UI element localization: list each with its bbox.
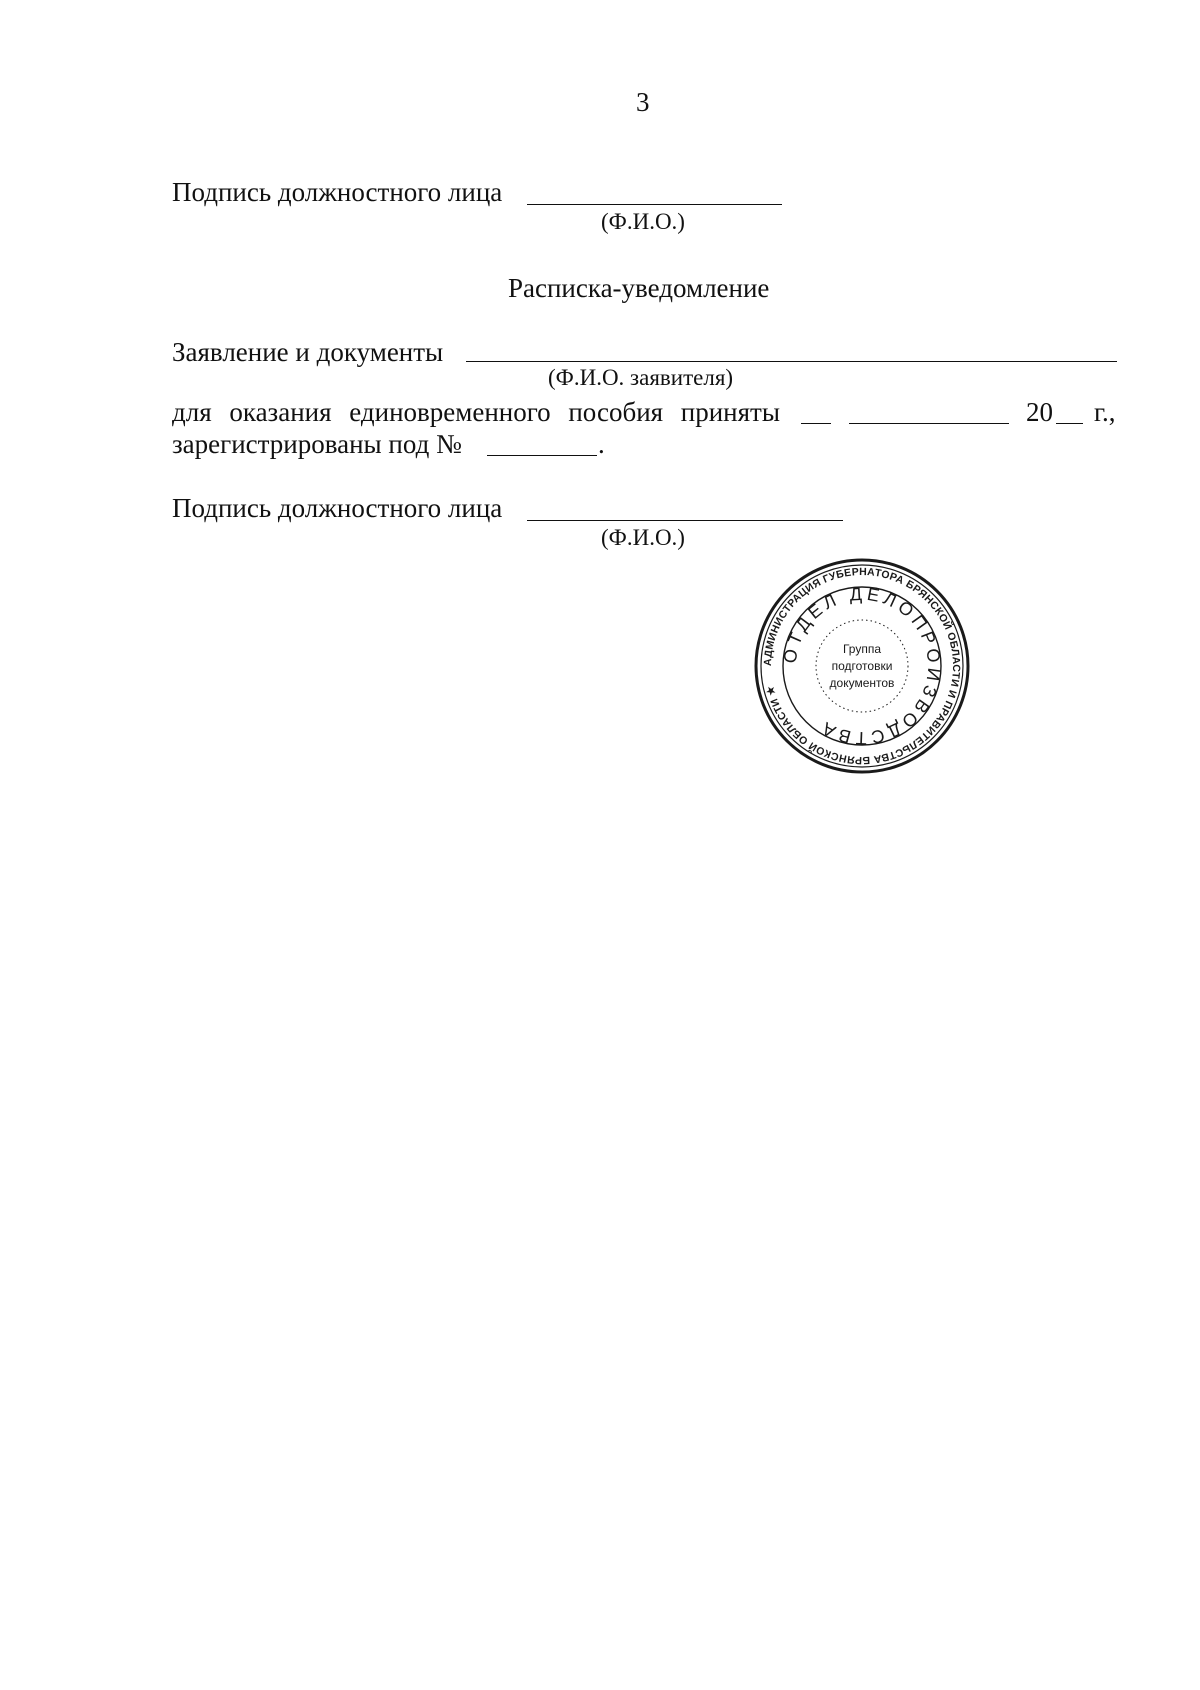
year-prefix: 20 (1026, 397, 1053, 427)
page-number: 3 (636, 87, 650, 117)
signature-line-2 (527, 520, 843, 521)
document-heading: Расписка-уведомление (508, 273, 770, 303)
registration-number-line (487, 455, 597, 456)
receipt-accepted-label: для оказания единовременного пособия приняты (172, 397, 780, 427)
stamp-inner-ring-text: ОТДЕЛ ДЕЛОПРОИЗВОДСТВА (779, 583, 945, 749)
signature-caption-2: (Ф.И.О.) (601, 525, 685, 550)
year-blank (1056, 423, 1083, 424)
year-suffix: г., (1094, 397, 1116, 427)
signature-label-1: Подпись должностного лица (172, 177, 503, 207)
registration-label: зарегистрированы под № (172, 429, 462, 459)
stamp-outer-ring-text: АДМИНИСТРАЦИЯ ГУБЕРНАТОРА БРЯНСКОЙ ОБЛАСТИ И ПРАВИТЕЛЬСТВА БРЯНСКОЙ ОБЛАСТИ ★ (761, 565, 963, 767)
signature-label-2: Подпись должностного лица (172, 493, 503, 523)
stamp-center-line-2: подготовки (831, 659, 893, 673)
month-blank (849, 423, 1009, 424)
signature-caption-1: (Ф.И.О.) (601, 209, 685, 234)
signature-line-1 (527, 204, 782, 205)
registration-period: . (598, 429, 605, 459)
day-blank (801, 423, 831, 424)
official-stamp (752, 556, 972, 776)
receipt-documents-label: Заявление и документы (172, 337, 444, 367)
stamp-center-line-3: документов (829, 676, 895, 690)
applicant-name-line (466, 361, 1117, 362)
stamp-center-line-1: Группа (842, 642, 882, 656)
applicant-name-caption: (Ф.И.О. заявителя) (548, 365, 734, 390)
